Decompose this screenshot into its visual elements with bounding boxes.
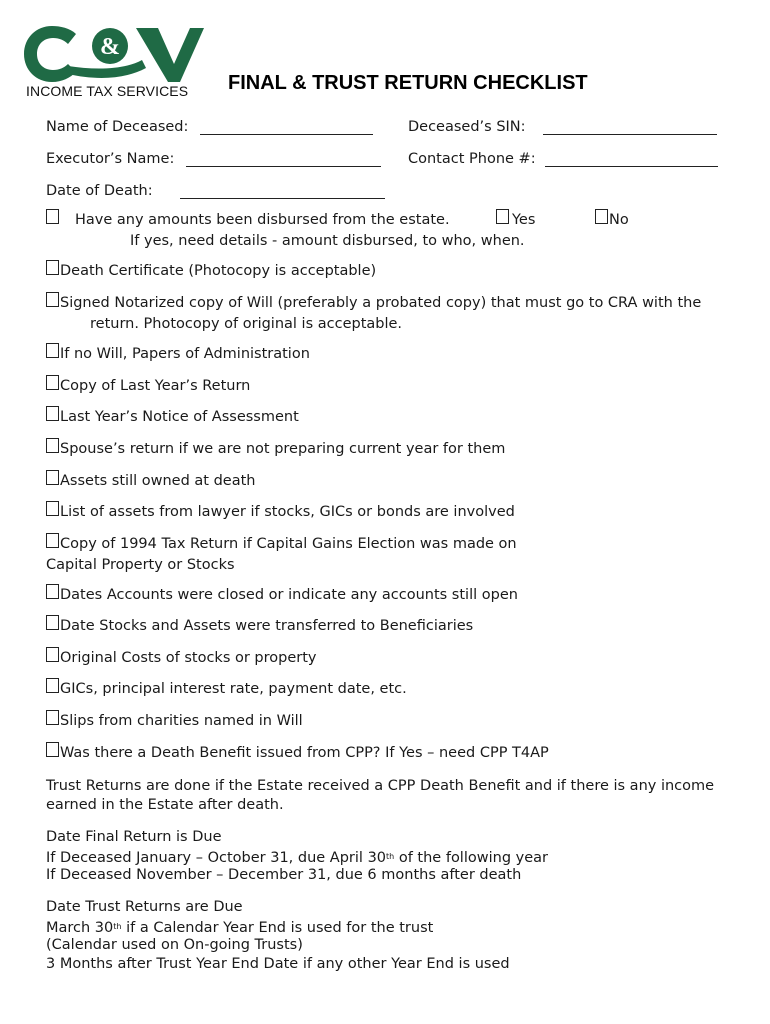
checkbox-spouse-return[interactable] [46,438,59,453]
date-of-death-field[interactable] [180,198,385,199]
item-assets-owned: Assets still owned at death [60,473,256,489]
deceased-name-field[interactable] [200,134,373,135]
checkbox-last-year-return[interactable] [46,375,59,390]
contact-phone-label: Contact Phone #: [408,151,536,167]
final-due-line1 [46,847,548,868]
item-accounts-closed: Dates Accounts were closed or indicate any accounts still open [60,587,518,603]
final-due-heading: Date Final Return is Due [46,829,222,845]
item-assets-list: List of assets from lawyer if stocks, GICs or bonds are involved [60,504,515,520]
date-of-death-label: Date of Death: [46,183,153,199]
item-cpp-death-benefit: Was there a Death Benefit issued from CPP? If Yes – need CPP T4AP [60,745,549,761]
trust-due-line1-a: March 30 [46,920,114,936]
item-administration-papers: If no Will, Papers of Administration [60,346,310,362]
logo-mark-icon [24,26,204,82]
final-due-line1-a: If Deceased January – October 31, due April 30 [46,850,387,866]
item-stocks-transferred: Date Stocks and Assets were transferred to Beneficiaries [60,618,474,634]
checkbox-assets-list[interactable] [46,501,59,516]
checkbox-original-costs[interactable] [46,647,59,662]
deceased-name-label: Name of Deceased: [46,119,189,135]
executor-name-label: Executor’s Name: [46,151,175,167]
item-death-certificate: Death Certificate (Photocopy is acceptable) [60,263,377,279]
checkbox-accounts-closed[interactable] [46,584,59,599]
trust-due-line1 [46,917,433,938]
item-1994-return-continued: Capital Property or Stocks [46,557,235,573]
item-charity-slips: Slips from charities named in Will [60,713,303,729]
final-due-line2: If Deceased November – December 31, due 6 months after death [46,867,522,883]
trust-note-line2: earned in the Estate after death. [46,797,284,813]
item-will-continued: return. Photocopy of original is acceptable. [90,316,403,332]
disbursed-no-label: No [609,212,629,228]
item-gics: GICs, principal interest rate, payment date, etc. [60,681,407,697]
final-due-line1-b: of the following year [394,850,548,866]
item-last-year-return: Copy of Last Year’s Return [60,378,251,394]
page-title: FINAL & TRUST RETURN CHECKLIST [228,72,588,94]
checkbox-assets-owned[interactable] [46,470,59,485]
checkbox-cpp-death-benefit[interactable] [46,742,59,757]
item-spouse-return: Spouse’s return if we are not preparing current year for them [60,441,506,457]
contact-phone-field[interactable] [545,166,718,167]
svg-text:&: & [100,34,120,60]
disbursed-yes-checkbox[interactable] [496,209,509,224]
checkbox-stocks-transferred[interactable] [46,615,59,630]
disbursed-yes-label: Yes [512,212,536,228]
disbursed-no-checkbox[interactable] [595,209,608,224]
trust-due-line1-b: if a Calendar Year End is used for the trust [121,920,434,936]
trust-due-line2: (Calendar used on On-going Trusts) [46,937,303,953]
disbursed-checkbox[interactable] [46,209,59,224]
deceased-sin-field[interactable] [543,134,717,135]
item-will: Signed Notarized copy of Will (preferably a probated copy) that must go to CRA with the [60,295,702,311]
checkbox-charity-slips[interactable] [46,710,59,725]
checkbox-gics[interactable] [46,678,59,693]
checkbox-notice-of-assessment[interactable] [46,406,59,421]
final-due-line1-sup: th [386,852,395,861]
checkbox-administration-papers[interactable] [46,343,59,358]
executor-name-field[interactable] [186,166,381,167]
deceased-sin-label: Deceased’s SIN: [408,119,526,135]
item-original-costs: Original Costs of stocks or property [60,650,317,666]
trust-note-line1: Trust Returns are done if the Estate received a CPP Death Benefit and if there is any income [46,778,715,794]
disbursed-note: If yes, need details - amount disbursed, to who, when. [130,233,525,249]
checkbox-death-certificate[interactable] [46,260,59,275]
trust-due-line1-sup: th [113,922,122,931]
item-1994-return: Copy of 1994 Tax Return if Capital Gains Election was made on [60,536,517,552]
trust-due-heading: Date Trust Returns are Due [46,899,243,915]
trust-due-line3: 3 Months after Trust Year End Date if any other Year End is used [46,956,510,972]
logo-tagline: INCOME TAX SERVICES [26,83,189,99]
item-notice-of-assessment: Last Year’s Notice of Assessment [60,409,299,425]
checkbox-will[interactable] [46,292,59,307]
disbursed-question: Have any amounts been disbursed from the estate. [75,212,450,228]
checkbox-1994-return[interactable] [46,533,59,548]
